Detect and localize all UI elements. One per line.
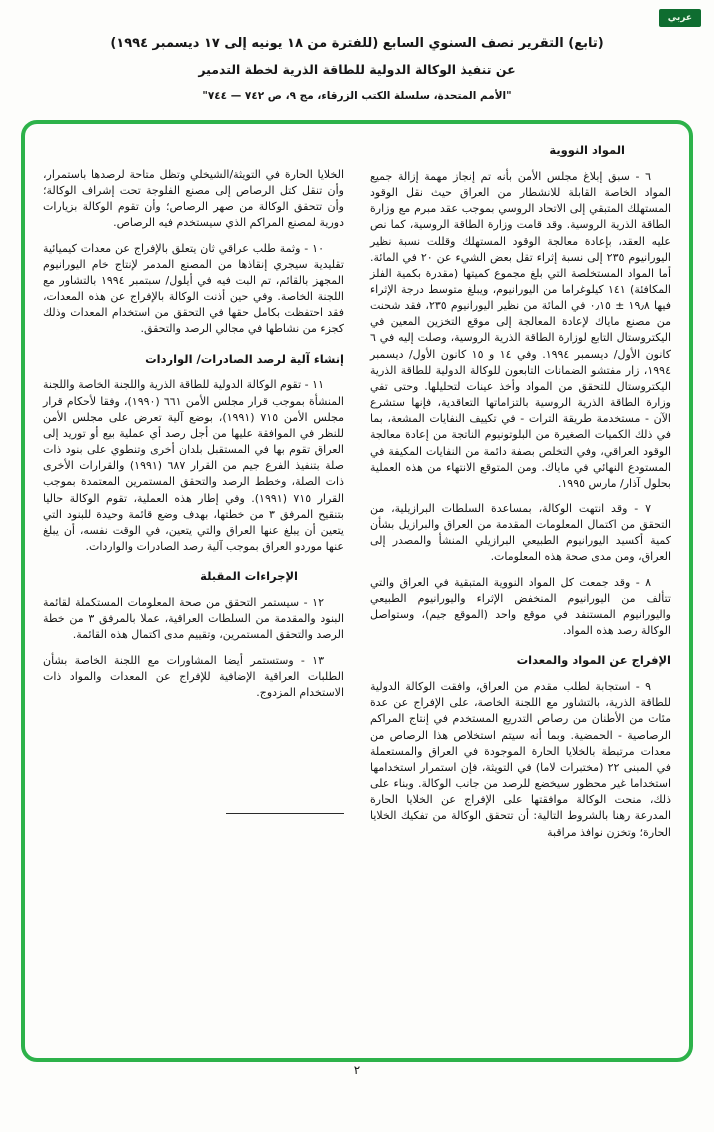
paragraph-12: ١٢ - سيستمر التحقق من صحة المعلومات المستكملة لقائمة البنود والمقدمة من السلطات العراقية، عملا بالمرفق ٣ من خطة الرصد والتحقق المستمرين، وتقييم مدى اكتمال هذه القائمة. [43, 596, 344, 642]
section-heading-nuclear-materials: المواد النووية [549, 143, 625, 157]
section-heading-export-import-mechanism: إنشاء آلية لرصد الصادرات/ الواردات [145, 351, 344, 366]
paragraph-7: ٧ - وقد انتهت الوكالة، بمساعدة السلطات البرازيلية، من التحقق من اكتمال المعلومات المقدمة من العراق والبرازيل بشأن كمية أكسيد اليورانيوم الطبيعي البرازيلي المنشأ والمصدر إلى العراق، ومن مدى صحة هذه المعلومات. [370, 502, 671, 564]
source-citation-line: "الأمم المتحدة، سلسلة الكتب الزرقاء، مج ٩، ص ٧٤٢ — ٧٤٤" [202, 90, 512, 102]
paragraph-9: ٩ - استجابة لطلب مقدم من العراق، وافقت الوكالة الدولية للطاقة الذرية، بالتشاور مع اللجنة الخاصة، على الإفراج عن عدة مئات من الأطنان من رصاص التدريع المستخدم في إنتاج المراكم الرصاصية - الحمضية. وبما أنه سيتم استخلاص هذا الرصاص من معدات مرتبطة بالخلايا الحارة الموجودة في العراق والمستعملة في المبنى ٢٢ (مختبرات لاما) في التويثة، فإن استمرار استخدامها استخداما غير محظور سيخضع للرصد من جانب الوكالة. وبناء على ذلك، منحت الوكالة موافقتها على الإفراج عن الخلايا الحارة المدرعة رهنا بالشروط التالية: أن تتحقق الوكالة من تفكيك الخلايا الحارة؛ وتخزن نوافذ مراقبة [370, 680, 671, 839]
content-border-box [21, 120, 693, 1062]
column-left [43, 140, 344, 1042]
page-number: ٢ [353, 1063, 361, 1077]
paragraph-11: ١١ - تقوم الوكالة الدولية للطاقة الذرية واللجنة الخاصة واللجنة المنشأة بموجب قرار مجلس الأمن ٦٦١ (١٩٩٠)، وفقا لأحكام قرار مجلس الأمن ٧١٥ (١٩٩١)، بوضع آلية تعرض على مجلس الأمن للنظر في الموافقة عليها من أجل رصد أي عملية بيع أو توريد إلى العراق تقوم بها في المستقبل بلدان أخرى وتنطوي على بنود ذات صلة بتنفيذ الفرع جيم من القرار ٦٨٧ (١٩٩١) والقرارات الأخرى ذات الصلة، وخطط الرصد والتحقق المستمرين المعتمدة بموجب القرار ٧١٥ (١٩٩١). وفي إطار هذه العملية، تقوم الوكالة حاليا بتنقيح المرفق ٣ من خطتها، بهدف وضع قائمة وحيدة للبنود التي يتعين أن يبلغ عنها العراق والتي يتعين، في الوقت نفسه، أن يبلغ عنها موردو العراق بموجب آلية رصد الصادرات والواردات. [43, 378, 345, 554]
paragraph-9-continued: الخلايا الحارة في التويثة/الشيخلي وتظل متاحة لرصدها باستمرار، وأن تنقل كتل الرصاص إلى مصنع الفلوجة تحت إشراف الوكالة؛ وأن تتحقق الوكالة من صهر الرصاص؛ وأن تقوم الوكالة بزيارات دورية لمصنع المراكم الذي سيستخدم فيه الرصاص. [43, 168, 344, 230]
paragraph-6: ٦ - سبق إبلاغ مجلس الأمن بأنه تم إنجاز مهمة إزالة جميع المواد الخاصة القابلة للانشطار من العراق حيث نقل الوقود المستهلك المتبقي إلى الاتحاد الروسي بموجب عقد مبرم مع وزارة الطاقة الذرية الروسية. وقد قامت وزارة الطاقة الروسية، كما نص عليه العقد، بإعادة معالجة الوقود المستهلك وقللت نسبة نظير اليورانيوم ٢٣٥ إلى نسبة إثراء تقل بعض الشيء عن ٢٠ في المائة. أما المواد المستخلصة التي بلغ مجموع كميتها (مقدرة بكمية الفلز المكافئة) ١٤١ كيلوغراما من اليورانيوم، ويبلغ متوسط درجة الإثراء فيها ١٩٫٨ ± ٠٫١٥ في المائة من نظير اليورانيوم ٢٣٥، فقد شحنت من مصنع ماياك لإعادة المعالجة إلى موقع التخزين المعين في اليكتروستال التابع لوزارة الطاقة الذرية الروسية، وصلت إليه في ٦ كانون الأول/ ديسمبر ١٩٩٤. وفي ١٤ و ١٥ كانون الأول/ ديسمبر ١٩٩٤، زار مفتشو الضمانات التابعون للوكالة الدولية للطاقة الذرية اليكتروستال للتحقق من المواد وأخذ عينات لتحليلها. وحتى تفي وزارة الطاقة الذرية الروسية بالتزاماتها التعاقدية، فإنها ستشرع الآن - مستخدمة طريقة الترات - في تكييف النفايات المشعة، بما في ذلك الكميات الصغيرة من البلوتونيوم الناتجة من إعادة معالجة الوقود العراقي، وفي التخلص بصفة دائمة من النفايات المكيفة في المستودع النهائي في ماياك. ومن المتوقع الانتهاء من هذه العملية بحلول آذار/ مارس ١٩٩٥. [370, 169, 672, 490]
column-right [370, 140, 671, 1042]
paragraph-13: ١٣ - وستستمر أيضا المشاورات مع اللجنة الخاصة بشأن الطلبات العراقية الإضافية للإفراج عن المعدات والمواد ذات الاستخدام المزدوج. [43, 653, 344, 699]
paragraph-8: ٨ - وقد جمعت كل المواد النووية المتبقية في العراق والتي تتألف من اليورانيوم المنخفض الإثراء واليورانيوم الطبيعي واليورانيوم المستنفد في موقع واحد (الموقع جيم)، وستواصل الوكالة رصد هذه المواد. [370, 575, 671, 638]
two-column-layout [43, 140, 671, 1042]
report-title-line: (تابع) التقرير نصف السنوي السابع (للفترة من ١٨ يونيه إلى ١٧ ديسمبر ١٩٩٤) [110, 36, 604, 51]
language-badge: عربي [659, 9, 701, 27]
footnote-rule [226, 813, 344, 814]
paragraph-10: ١٠ - وثمة طلب عراقي ثان يتعلق بالإفراج عن معدات كيميائية تقليدية سيجري إنقاذها من المصنع المدمر لإنتاج خام اليورانيوم المجهز بالقائم، تم البت فيه في أيلول/ سبتمبر ١٩٩٤ بالتشاور مع اللجنة الخاصة. وفي حين أذنت الوكالة بالإفراج عن هذه المعدات، فقد احتفظت بكامل حقها في التحقق من استخدام المعدات وذلك كجزء من نشاطها في مجالي الرصد والتحقق. [43, 241, 344, 336]
section-heading-release-of-materials: الإفراج عن المواد والمعدات [516, 653, 671, 668]
section-heading-next-steps: الإجراءات المقبلة [200, 569, 298, 584]
document-header [0, 0, 714, 102]
report-subtitle-line: عن تنفيذ الوكالة الدولية للطاقة الذرية لخطة التدمير [198, 62, 516, 77]
